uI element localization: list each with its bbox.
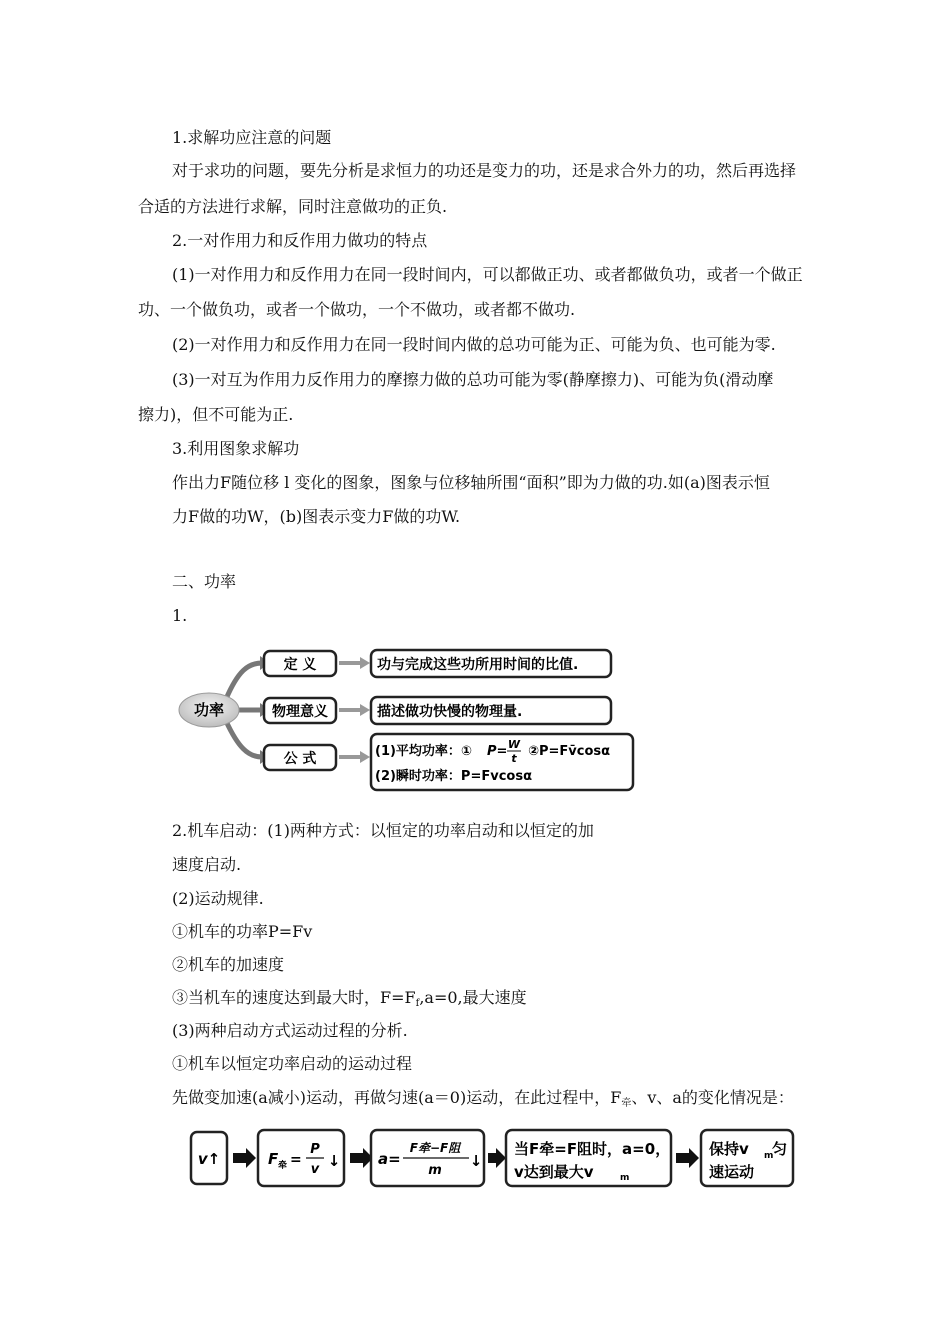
avg-power-formula2: ②P=Fv̄cosα [528,744,611,759]
paragraph-line: (1)一对作用力和反作用力在同一段时间内，可以都做正功、或者都做负功，或者一个做正 [172,265,803,284]
flow-uniform-tail: 匀 [772,1140,788,1158]
avg-power-denominator: t [511,752,517,765]
flow-accel-den: m [428,1163,442,1178]
flow-max-line1: 当F牵=F阻时，a=0， [514,1140,671,1158]
heading-action-reaction: 2.一对作用力和反作用力做功的特点 [172,231,428,250]
paragraph-line: (3)一对互为作用力反作用力的摩擦力做的总功可能为零(静摩擦力)、可能为负(滑动摩 [172,370,774,389]
center-label: 功率 [193,701,225,719]
paragraph-line: 擦力)，但不可能为正. [138,405,294,424]
paragraph-line: 功、一个做负功，或者一个做功，一个不做功，或者都不做功. [138,300,576,319]
definition-label: 定 义 [283,657,317,673]
avg-power-prefix: (1)平均功率：① [375,744,472,759]
formula-label: 公 式 [283,751,317,767]
flow-max-line2: v达到最大v [514,1163,594,1181]
flow-uniform-sub: m [764,1151,774,1161]
paragraph-line: (2)运动规律. [172,889,264,908]
flow-force-num: P [310,1142,320,1157]
flow-force-den: v [310,1162,320,1177]
flow-accel-lhs: a= [378,1150,401,1168]
paragraph-line: 对于求功的问题，要先分析是求恒力的功还是变力的功，还是求合外力的功，然后再选择 [172,161,797,180]
flow-arrow-icon [488,1148,506,1168]
flow-force-lhs: F [268,1150,279,1168]
list-number: 1. [172,606,188,625]
paragraph-line: 速度启动. [172,855,242,874]
paragraph-line: 2.机车启动：(1)两种方式：以恒定的功率启动和以恒定的加 [172,821,594,840]
paragraph-line: 作出力F随位移 l 变化的图象，图象与位移轴所围“面积”即为力做的功.如(a)图表示恒 [172,473,770,492]
meaning-text: 描述做功快慢的物理量. [377,704,523,720]
power-concept-map [176,641,646,801]
paragraph-line: 先做变加速(a减小)运动，再做匀速(a＝0)运动，在此过程中，$F_牵$、v、a的变化情况是： [172,1088,794,1109]
flow-arrow-icon [676,1148,699,1168]
flow-force-arrow: ↓ [327,1152,341,1170]
flow-accel-arrow: ↓ [469,1152,483,1170]
inst-power-formula: (2)瞬时功率：P=Fvcosα [375,769,533,784]
definition-text: 功与完成这些功所用时间的比值. [377,657,579,673]
connector-curve [226,721,262,757]
heading-graph-method: 3.利用图象求解功 [172,439,300,458]
flow-arrow-icon [350,1148,373,1168]
heading-work-notes: 1.求解功应注意的问题 [172,128,332,147]
flow-arrow-icon [233,1148,256,1168]
constant-power-flow [188,1122,798,1194]
paragraph-line: 合适的方法进行求解，同时注意做功的正负. [138,197,448,216]
flow-velocity-text: v↑ [197,1150,221,1168]
paragraph-line: (2)一对作用力和反作用力在同一段时间内做的总功可能为正、可能为负、也可能为零. [172,335,776,354]
avg-power-numerator: W [507,738,521,751]
paragraph-line: 力F做的功W，(b)图表示变力F做的功W. [172,507,461,526]
flow-max-sub: m [620,1173,630,1183]
meaning-label: 物理意义 [272,704,328,720]
paragraph-line: ①机车的功率P=Fv [172,922,313,941]
flow-accel-num: F牵−F阻 [409,1141,461,1155]
section-title-power: 二、功率 [172,572,237,591]
paragraph-line: (3)两种启动方式运动过程的分析. [172,1021,408,1040]
flow-uniform-line2: 速运动 [709,1163,755,1181]
flow-uniform-line1: 保持v [709,1140,749,1158]
flow-force-sub: 牵 [278,1161,288,1171]
paragraph-line: ①机车以恒定功率启动的运动过程 [172,1054,413,1073]
flow-force-eq: = [290,1152,302,1168]
avg-power-lhs: P= [487,744,508,759]
paragraph-line: ②机车的加速度 [172,955,285,974]
connector-curve [226,663,262,699]
paragraph-line: ③当机车的速度达到最大时，$F=F_f,a=0$,最大速度 [172,988,527,1009]
